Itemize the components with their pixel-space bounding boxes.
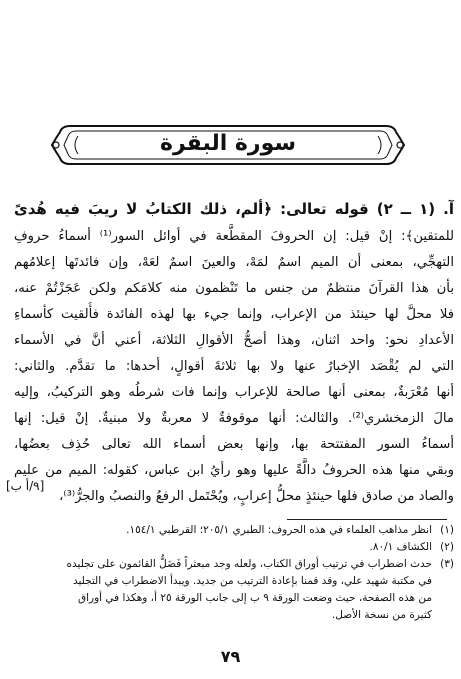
footnote-number: (١) (440, 524, 454, 536)
text-line: أسماءُ السور المفتتحة بها، وإنها بعض أسماء الله تعالى حُذِف بعضُها، (14, 437, 454, 452)
footnote-continuation (30, 607, 454, 624)
text-line: التهجِّي، بمعنى أن الميم اسمٌ لمَهْ، والعينَ اسمٌ لعَهْ، وإن فائدتَها إعلامُهم (14, 255, 454, 270)
text-line: الأعدادِ نحو: واحد اثنان، وهذا أصحُّ الأقوالِ الثلاثة، أعني أنَّ في الأسماء (14, 333, 454, 348)
text-line: بأن هذا القرآنَ منتظمٌ من جنس ما تَنْظمون منه كلامَكم ولكن عَجَزْتُمْ عنه، (14, 281, 454, 296)
footnote (30, 556, 454, 573)
footnote (30, 522, 454, 539)
text-line: للمتقين﴾: إنْ قيل: إن الحروفَ المقطَّعة في أوائل السور⁽¹⁾ أسماءُ حروفِ (14, 229, 454, 244)
text-line: أنها مُعْرَبةٌ، بمعنى أنها صالحة للإعراب وإنما فات شرطُه وهو التركيبُ، وإليه (14, 385, 454, 400)
surah-title: سورة البقرة (159, 131, 297, 156)
footnote-number: (٣) (440, 558, 454, 570)
text-line: آ. (١ ــ ٢) قوله تعالى: ﴿ألم، ذلك الكتابُ لا ريبَ فيه هُدىً (14, 200, 454, 218)
footnote-text: حدث اضطراب في ترتيب أوراق الكتاب، ولعله وجد مبعثراً فَضَلُّ القائمون على تجليده (66, 558, 432, 570)
footnote-continuation (30, 573, 454, 590)
text-line: وبقي منها هذه الحروفُ دالَّةً عليها وهو رأيُ ابن عباس، كقوله: الميم من عليم (14, 463, 454, 478)
page-number: ٧٩ (220, 647, 241, 666)
footnote-continuation (30, 590, 454, 607)
text-line: فلا محلَّ لها حينئذ من الإعراب، وإنما جيء بها لهذه الفائدة فأُلقيت كأسماءِ (14, 307, 454, 322)
text-line: التي لم يُقْصَد الإخبارُ عنها ولا بها ثلاثةَ أقوالٍ، أحدها: ما تقدَّم. والثاني: (14, 359, 454, 374)
footnote-text: من هذه الصفحة، حيث وضعت الورقة ٩ ب إلى جانب الورقة ٢٥ أ، وهكذا في أوراق (77, 592, 432, 604)
footnote (30, 539, 454, 556)
footnote-text: انظر مذاهب العلماء في هذه الحروف: الطبري ٢٠٥/١؛ القرطبي ١٥٤/١. (126, 524, 432, 536)
commentary-text (14, 194, 454, 510)
footnote-text: الكشاف ٨٠/١. (369, 541, 432, 553)
text-line: والصاد من صادق فلها حينئذٍ محلُّ إعرابٍ، ويُحْتَمل الرفعُ والنصبُ والجرُّ⁽³⁾، (59, 489, 454, 504)
manuscript-folio-marker: [٩/أ ب] (6, 479, 45, 493)
footnote-text: كثيرة من نسخة الأصل. (331, 609, 432, 621)
text-line: مالَ الزمخشري⁽²⁾. والثالث: أنها موقوفةٌ لا معربةٌ ولا مبنيةٌ. إنْ قيل: إنها (14, 411, 454, 426)
footnote-divider (287, 519, 447, 520)
footnote-text: في مكتبة شهيد علي، وقد قمنا بإعادة الترتيب من جديد. ويبدأ الاضطراب في التجليد (72, 575, 432, 587)
footnotes (30, 522, 454, 624)
footnote-number: (٢) (440, 541, 454, 553)
surah-title-cartouche (48, 122, 408, 168)
